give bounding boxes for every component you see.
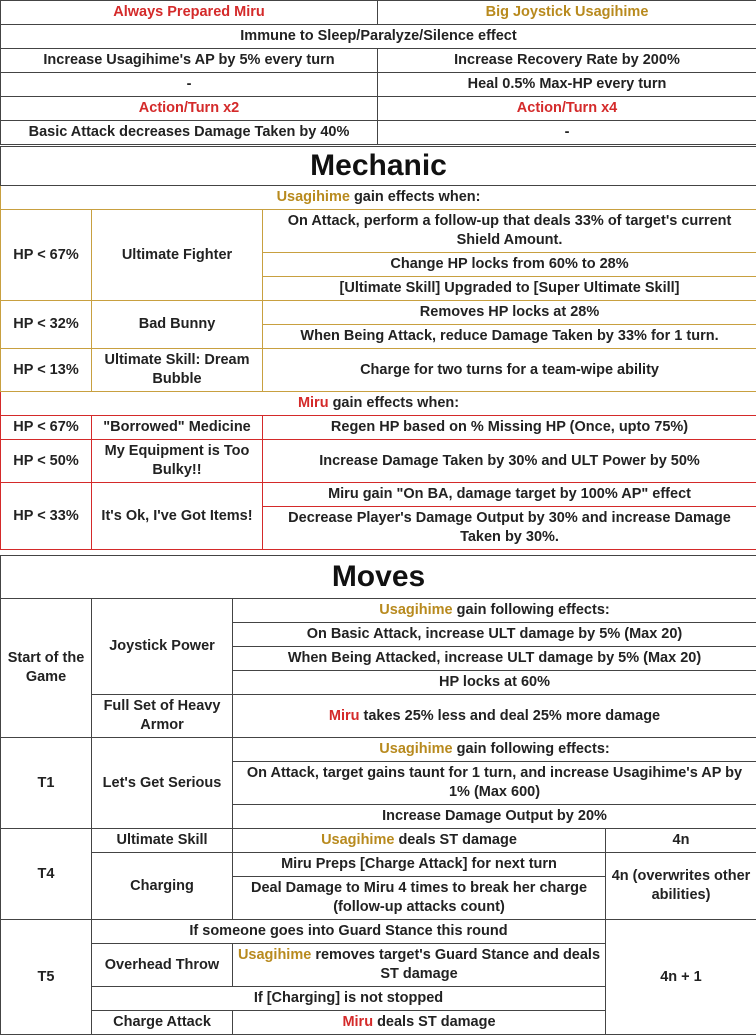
- gain-suffix: gain effects when:: [350, 189, 481, 205]
- mechanic-table: [0, 146, 756, 550]
- move-effect: [233, 944, 606, 987]
- ability-name: Bad Bunny: [92, 301, 263, 349]
- ability-name: Ultimate Skill: Dream Bubble: [92, 349, 263, 392]
- hp-threshold: HP < 50%: [1, 440, 92, 483]
- ult-effect-text: deals ST damage: [394, 832, 517, 848]
- ability-name: My Equipment is Too Bulky!!: [92, 440, 263, 483]
- usagihime-name: Usagihime: [238, 947, 311, 963]
- immune-effect: Immune to Sleep/Paralyze/Silence effect: [1, 25, 756, 49]
- ability-effect: Charge for two turns for a team-wipe ability: [263, 349, 756, 392]
- move-effect: When Being Attacked, increase ULT damage by 5% (Max 20): [233, 647, 756, 671]
- gain-suffix: gain following effects:: [453, 741, 610, 757]
- hp-threshold: HP < 67%: [1, 416, 92, 440]
- phase-t1: T1: [1, 738, 92, 829]
- usagihime-name: Usagihime: [379, 602, 452, 618]
- move-heavy-armor: Full Set of Heavy Armor: [92, 695, 233, 738]
- usagihime-name: Usagihime: [321, 832, 394, 848]
- ability-effect: Removes HP locks at 28%: [263, 301, 756, 325]
- overhead-effect-text: removes target's Guard Stance and deals ST damage: [311, 947, 600, 982]
- ability-name: "Borrowed" Medicine: [92, 416, 263, 440]
- move-effect: [233, 829, 606, 853]
- move-overhead-throw: Overhead Throw: [92, 944, 233, 987]
- move-effect: [233, 695, 756, 738]
- action-turn-right: Action/Turn x4: [378, 97, 756, 121]
- gain-suffix: gain following effects:: [453, 602, 610, 618]
- move-gain-header: [233, 738, 756, 762]
- hp-threshold: HP < 33%: [1, 483, 92, 550]
- phase-start-of-game: Start of the Game: [1, 599, 92, 738]
- moves-table: [0, 555, 756, 1035]
- move-joystick-power: Joystick Power: [92, 599, 233, 695]
- move-effect: Miru Preps [Charge Attack] for next turn: [233, 853, 606, 877]
- move-gain-header: [233, 599, 756, 623]
- ability-effect: Regen HP based on % Missing HP (Once, upto 75%): [263, 416, 756, 440]
- move-timing: 4n: [606, 829, 756, 853]
- move-timing: 4n + 1: [606, 920, 756, 1035]
- basic-attack-right: -: [378, 121, 756, 145]
- charge-attack-effect-text: deals ST damage: [373, 1014, 496, 1030]
- move-effect: Deal Damage to Miru 4 times to break her charge (follow-up attacks count): [233, 877, 606, 920]
- move-effect: On Attack, target gains taunt for 1 turn, and increase Usagihime's AP by 1% (Max 600): [233, 762, 756, 805]
- moves-title: Moves: [1, 556, 756, 599]
- move-effect: [233, 1011, 606, 1035]
- hp-threshold: HP < 32%: [1, 301, 92, 349]
- ability-effect: Miru gain "On BA, damage target by 100% AP" effect: [263, 483, 756, 507]
- mechanic-title: Mechanic: [1, 147, 756, 186]
- move-condition: If someone goes into Guard Stance this round: [92, 920, 606, 944]
- stat-left-2: -: [1, 73, 378, 97]
- move-lets-get-serious: Let's Get Serious: [92, 738, 233, 829]
- usagihime-boss-title: Big Joystick Usagihime: [378, 1, 756, 25]
- miru-name: Miru: [342, 1014, 373, 1030]
- armor-effect-text: takes 25% less and deal 25% more damage: [359, 708, 660, 724]
- stats-table: [0, 0, 756, 145]
- move-effect: HP locks at 60%: [233, 671, 756, 695]
- move-charging: Charging: [92, 853, 233, 920]
- usagihime-gain-header: [1, 186, 756, 210]
- hp-threshold: HP < 13%: [1, 349, 92, 392]
- move-charge-attack: Charge Attack: [92, 1011, 233, 1035]
- miru-name: Miru: [329, 708, 360, 724]
- move-ultimate-skill: Ultimate Skill: [92, 829, 233, 853]
- miru-boss-title: Always Prepared Miru: [1, 1, 378, 25]
- stat-left-1: Increase Usagihime's AP by 5% every turn: [1, 49, 378, 73]
- move-condition: If [Charging] is not stopped: [92, 987, 606, 1011]
- ability-name: It's Ok, I've Got Items!: [92, 483, 263, 550]
- miru-name: Miru: [298, 395, 329, 411]
- phase-t5: T5: [1, 920, 92, 1035]
- ability-effect: On Attack, perform a follow-up that deals 33% of target's current Shield Amount.: [263, 210, 756, 253]
- ability-effect: [Ultimate Skill] Upgraded to [Super Ultimate Skill]: [263, 277, 756, 301]
- usagihime-name: Usagihime: [379, 741, 452, 757]
- move-timing: 4n (overwrites other abilities): [606, 853, 756, 920]
- usagihime-name: Usagihime: [277, 189, 350, 205]
- ability-effect: Decrease Player's Damage Output by 30% and increase Damage Taken by 30%.: [263, 507, 756, 550]
- gain-suffix: gain effects when:: [329, 395, 460, 411]
- miru-gain-header: [1, 392, 756, 416]
- phase-t4: T4: [1, 829, 92, 920]
- hp-threshold: HP < 67%: [1, 210, 92, 301]
- action-turn-left: Action/Turn x2: [1, 97, 378, 121]
- ability-name: Ultimate Fighter: [92, 210, 263, 301]
- ability-effect: Change HP locks from 60% to 28%: [263, 253, 756, 277]
- ability-effect: When Being Attack, reduce Damage Taken by 33% for 1 turn.: [263, 325, 756, 349]
- move-effect: On Basic Attack, increase ULT damage by 5% (Max 20): [233, 623, 756, 647]
- stat-right-2: Heal 0.5% Max-HP every turn: [378, 73, 756, 97]
- ability-effect: Increase Damage Taken by 30% and ULT Power by 50%: [263, 440, 756, 483]
- stat-right-1: Increase Recovery Rate by 200%: [378, 49, 756, 73]
- move-effect: Increase Damage Output by 20%: [233, 805, 756, 829]
- basic-attack-left: Basic Attack decreases Damage Taken by 40%: [1, 121, 378, 145]
